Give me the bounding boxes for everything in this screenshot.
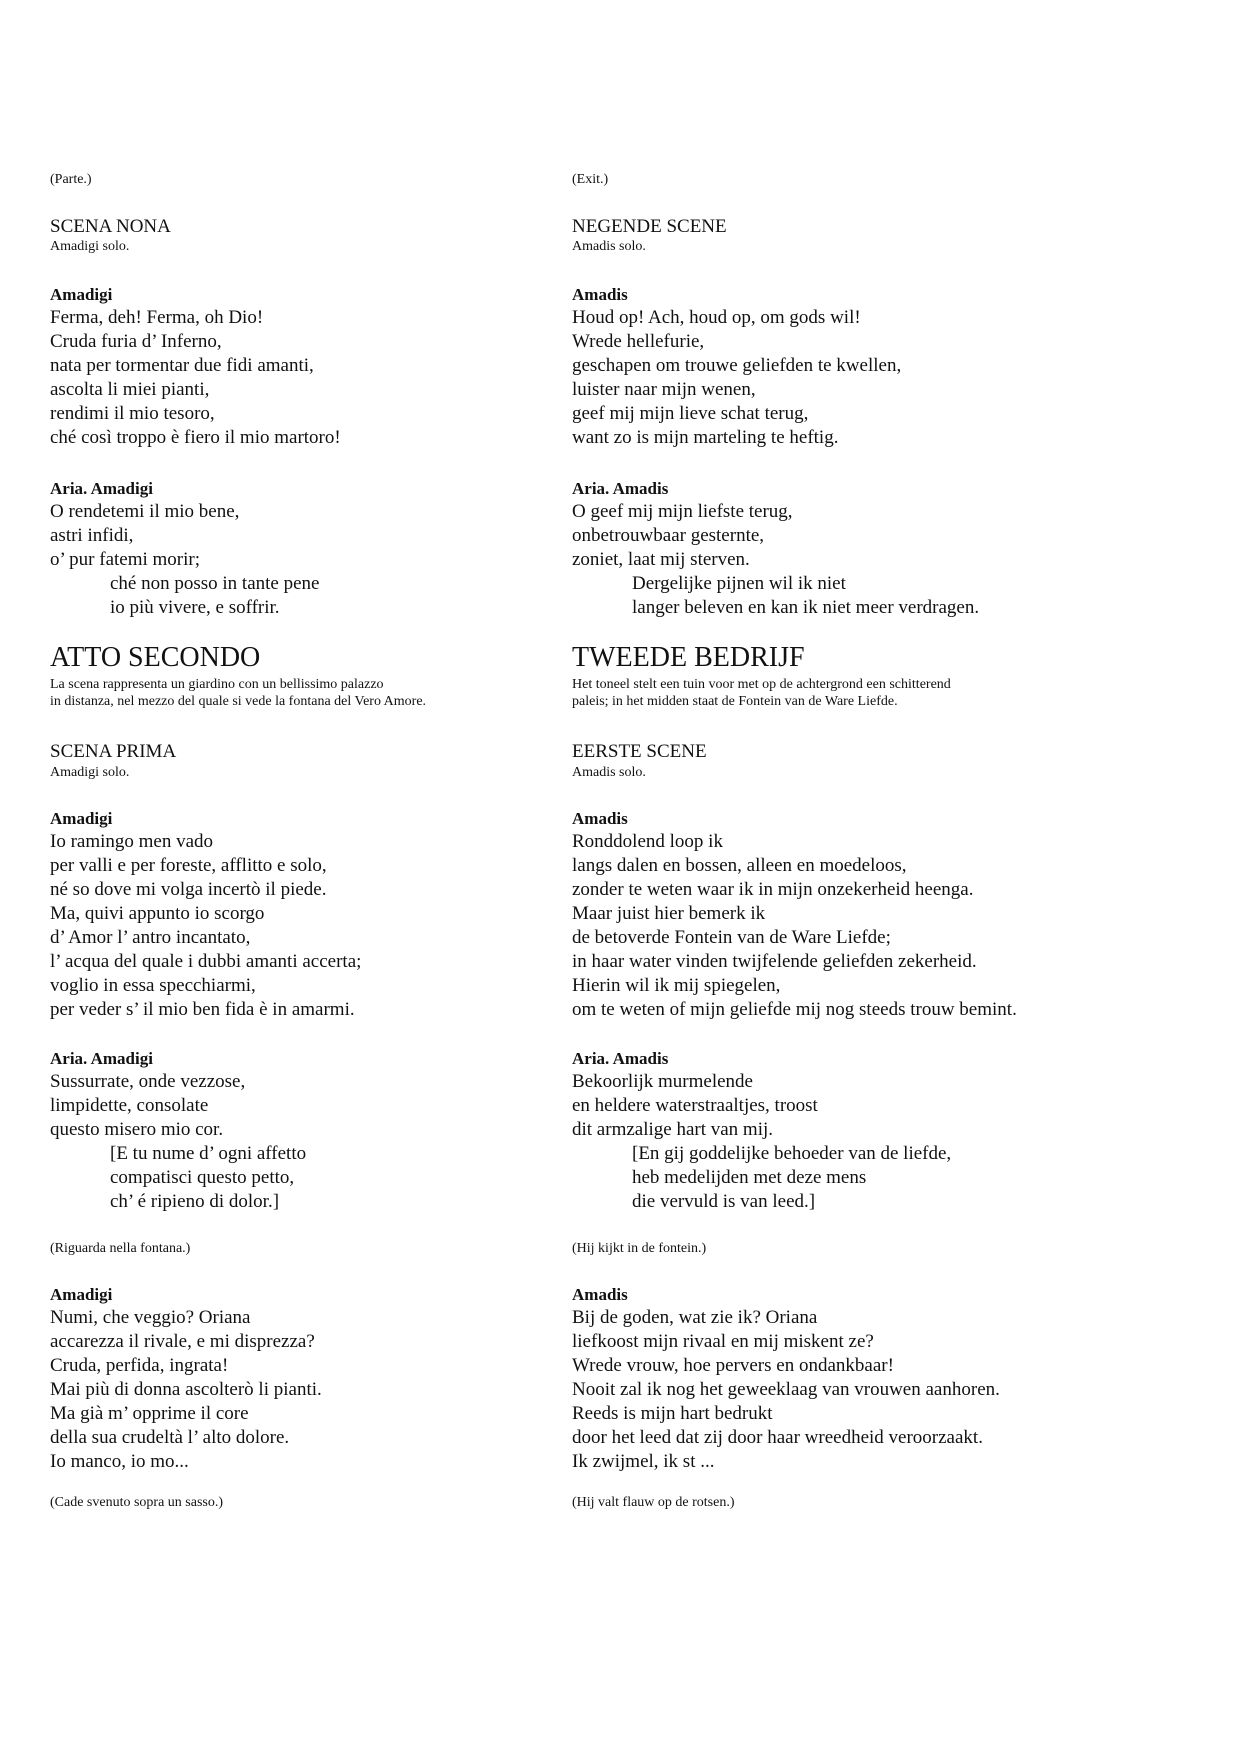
speaker-name: Amadigi [50, 285, 113, 304]
verse-line-group [50, 306, 341, 450]
scene-cast: Amadis solo. [572, 239, 646, 254]
verse-line: in haar water vinden twijfelende geliefden zekerheid. [572, 951, 977, 972]
verse-line: luister naar mijn wenen, [572, 379, 756, 400]
stage-direction: (Hij kijkt in de fontein.) [572, 1241, 707, 1256]
speaker-name: Amadis [572, 809, 628, 828]
verse-line: langs dalen en bossen, alleen en moedeloos, [572, 855, 907, 876]
verse-line: Ma, quivi appunto io scorgo [50, 903, 265, 924]
verse-line: om te weten of mijn geliefde mij nog steeds trouw bemint. [572, 999, 1017, 1020]
verse-line: Mai più di donna ascolterò li pianti. [50, 1379, 322, 1400]
indented-verse-line: heb medelijden met deze mens [632, 1167, 867, 1188]
verse-line: zonder te weten waar ik in mijn onzekerheid heenga. [572, 879, 974, 900]
verse-line: Io ramingo men vado [50, 831, 214, 852]
speaker-name: Amadis [572, 285, 628, 304]
verse-line: Bekoorlijk murmelende [572, 1071, 753, 1092]
aria-heading: Aria. Amadis [572, 1049, 669, 1068]
verse-line: Cruda, perfida, ingrata! [50, 1355, 229, 1376]
indented-verse-line-group [572, 572, 979, 620]
verse-line: dit armzalige hart van mij. [572, 1119, 774, 1140]
indented-verse-line-group [50, 572, 319, 620]
scene-cast: Amadis solo. [572, 765, 646, 780]
verse-line: voglio in essa specchiarmi, [50, 975, 256, 996]
verse-line: Bij de goden, wat zie ik? Oriana [572, 1307, 818, 1328]
verse-line: O rendetemi il mio bene, [50, 501, 240, 522]
verse-line: né so dove mi volga incertò il piede. [50, 879, 327, 900]
aria-heading: Aria. Amadigi [50, 1049, 153, 1068]
verse-line: zoniet, laat mij sterven. [572, 549, 750, 570]
verse-line-group [572, 500, 793, 572]
aria-heading: Aria. Amadis [572, 479, 669, 498]
verse-line: onbetrouwbaar gesternte, [572, 525, 765, 546]
indented-verse-line: [En gij goddelijke behoeder van de liefde, [632, 1143, 952, 1164]
indented-verse-line: compatisci questo petto, [110, 1167, 295, 1188]
stage-direction: (Hij valt flauw op de rotsen.) [572, 1495, 735, 1510]
verse-line: o’ pur fatemi morir; [50, 549, 201, 570]
verse-line-group [50, 1070, 245, 1142]
act-title: ATTO SECONDO [50, 642, 261, 673]
verse-line: door het leed dat zij door haar wreedheid veroorzaakt. [572, 1427, 983, 1448]
verse-line: ascolta li miei pianti, [50, 379, 210, 400]
scene-title: NEGENDE SCENE [572, 216, 727, 237]
aria-heading: Aria. Amadigi [50, 479, 153, 498]
verse-line-group [50, 500, 239, 572]
act-description: in distanza, nel mezzo del quale si vede la fontana del Vero Amore. [50, 694, 427, 709]
verse-line-group [572, 1070, 818, 1142]
verse-line: Maar juist hier bemerk ik [572, 903, 766, 924]
indented-verse-line: ché non posso in tante pene [110, 573, 320, 594]
verse-line: per valli e per foreste, afflitto e solo, [50, 855, 327, 876]
verse-line: Ma già m’ opprime il core [50, 1403, 249, 1424]
act-description: paleis; in het midden staat de Fontein van de Ware Liefde. [572, 694, 898, 709]
verse-line: Cruda furia d’ Inferno, [50, 331, 222, 352]
scene-cast: Amadigi solo. [50, 765, 130, 780]
verse-line: Wrede vrouw, hoe pervers en ondankbaar! [572, 1355, 894, 1376]
verse-line: Sussurrate, onde vezzose, [50, 1071, 246, 1092]
verse-line: de betoverde Fontein van de Ware Liefde; [572, 927, 891, 948]
verse-line: Ronddolend loop ik [572, 831, 723, 852]
verse-line: questo misero mio cor. [50, 1119, 224, 1140]
indented-verse-line-group [572, 1142, 951, 1214]
indented-verse-line: die vervuld is van leed.] [632, 1191, 816, 1212]
act-description-group [572, 676, 951, 710]
verse-line: want zo is mijn marteling te heftig. [572, 427, 839, 448]
verse-line: geschapen om trouwe geliefden te kwellen, [572, 355, 902, 376]
verse-line-group [50, 830, 361, 1022]
verse-line-group [572, 830, 1017, 1022]
verse-line: Ik zwijmel, ik st ... [572, 1451, 715, 1472]
speaker-name: Amadigi [50, 809, 113, 828]
verse-line-group [572, 306, 901, 450]
verse-line: limpidette, consolate [50, 1095, 209, 1116]
indented-verse-line: io più vivere, e soffrir. [110, 597, 280, 618]
verse-line: per veder s’ il mio ben fida è in amarmi. [50, 999, 355, 1020]
verse-line: Io manco, io mo... [50, 1451, 189, 1472]
act-description-group [50, 676, 426, 710]
verse-line-group [572, 1306, 1000, 1474]
verse-line: Nooit zal ik nog het geweeklaag van vrouwen aanhoren. [572, 1379, 1000, 1400]
verse-line: geef mij mijn lieve schat terug, [572, 403, 809, 424]
stage-direction: (Parte.) [50, 172, 92, 187]
verse-line: l’ acqua del quale i dubbi amanti accerta; [50, 951, 362, 972]
verse-line: rendimi il mio tesoro, [50, 403, 215, 424]
verse-line: Hierin wil ik mij spiegelen, [572, 975, 781, 996]
verse-line: ché così troppo è fiero il mio martoro! [50, 427, 341, 448]
verse-line: Houd op! Ach, houd op, om gods wil! [572, 307, 861, 328]
act-description: Het toneel stelt een tuin voor met op de achtergrond een schitterend [572, 677, 951, 692]
indented-verse-line: Dergelijke pijnen wil ik niet [632, 573, 846, 594]
speaker-name: Amadis [572, 1285, 628, 1304]
verse-line: della sua crudeltà l’ alto dolore. [50, 1427, 290, 1448]
scene-cast: Amadigi solo. [50, 239, 130, 254]
verse-line: nata per tormentar due fidi amanti, [50, 355, 314, 376]
indented-verse-line: ch’ é ripieno di dolor.] [110, 1191, 280, 1212]
scene-title: SCENA PRIMA [50, 741, 177, 762]
verse-line: astri infidi, [50, 525, 134, 546]
indented-verse-line: [E tu nume d’ ogni affetto [110, 1143, 307, 1164]
verse-line: Wrede hellefurie, [572, 331, 705, 352]
stage-direction: (Exit.) [572, 172, 609, 187]
act-title: TWEEDE BEDRIJF [572, 642, 805, 673]
verse-line: en heldere waterstraaltjes, troost [572, 1095, 818, 1116]
verse-line: Ferma, deh! Ferma, oh Dio! [50, 307, 264, 328]
stage-direction: (Riguarda nella fontana.) [50, 1241, 191, 1256]
verse-line: liefkoost mijn rivaal en mij miskent ze? [572, 1331, 874, 1352]
scene-title: EERSTE SCENE [572, 741, 707, 762]
act-description: La scena rappresenta un giardino con un bellissimo palazzo [50, 677, 384, 692]
verse-line-group [50, 1306, 322, 1474]
verse-line: Reeds is mijn hart bedrukt [572, 1403, 773, 1424]
scene-title: SCENA NONA [50, 216, 171, 237]
verse-line: d’ Amor l’ antro incantato, [50, 927, 251, 948]
verse-line: accarezza il rivale, e mi disprezza? [50, 1331, 315, 1352]
verse-line: O geef mij mijn liefste terug, [572, 501, 793, 522]
verse-line: Numi, che veggio? Oriana [50, 1307, 251, 1328]
speaker-name: Amadigi [50, 1285, 113, 1304]
indented-verse-line: langer beleven en kan ik niet meer verdragen. [632, 597, 980, 618]
stage-direction: (Cade svenuto sopra un sasso.) [50, 1495, 224, 1510]
indented-verse-line-group [50, 1142, 306, 1214]
